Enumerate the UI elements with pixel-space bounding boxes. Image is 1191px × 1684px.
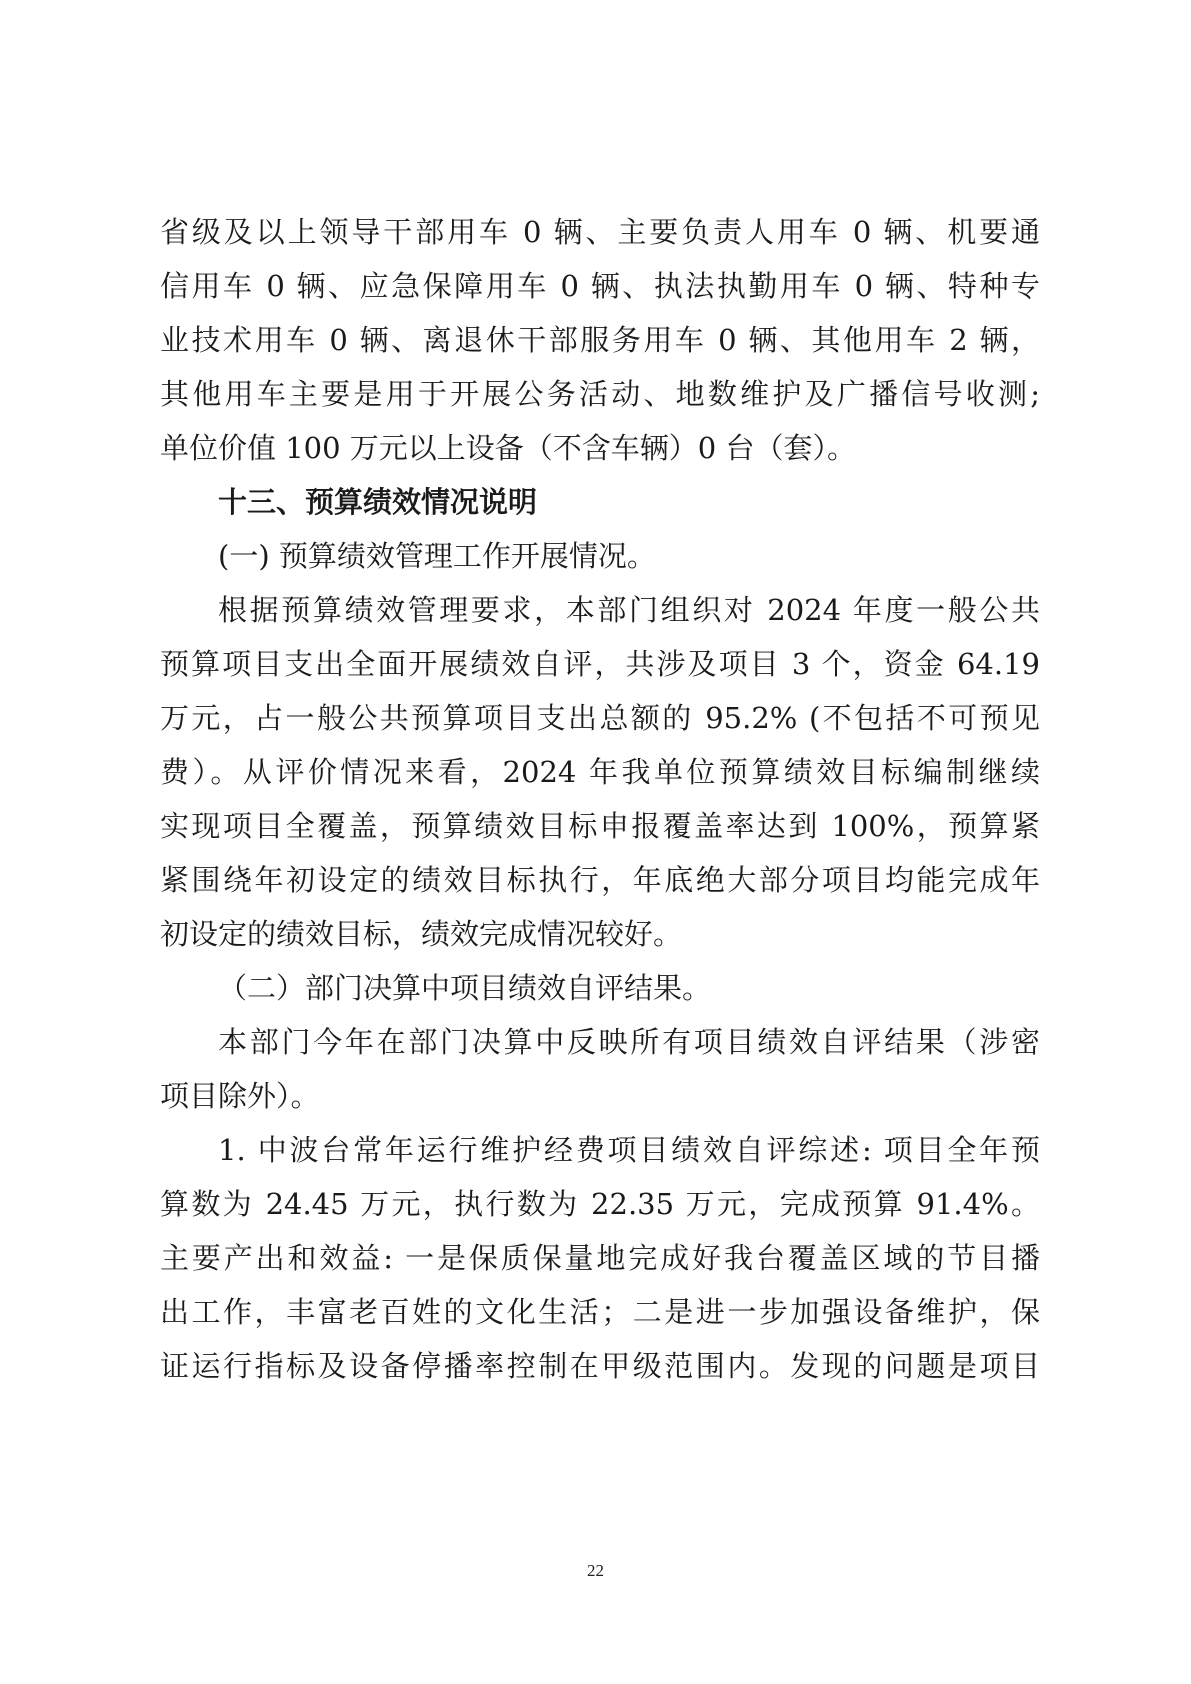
paragraph-line: 业技术用车 0 辆、离退休干部服务用车 0 辆、其他用车 2 辆， [160, 323, 1040, 357]
paragraph-line: 证运行指标及设备停播率控制在甲级范围内。发现的问题是项目 [160, 1349, 1040, 1383]
section-heading: 十三、预算绩效情况说明 [218, 485, 538, 519]
paragraph-line: 1. 中波台常年运行维护经费项目绩效自评综述: 项目全年预 [218, 1133, 1040, 1167]
paragraph-line: 根据预算绩效管理要求，本部门组织对 2024 年度一般公共 [218, 593, 1040, 627]
paragraph-line: 本部门今年在部门决算中反映所有项目绩效自评结果（涉密 [218, 1025, 1040, 1059]
paragraph-line: 信用车 0 辆、应急保障用车 0 辆、执法执勤用车 0 辆、特种专 [160, 269, 1040, 303]
subsection-title: （二）部门决算中项目绩效自评结果。 [218, 971, 712, 1005]
paragraph-line: 预算项目支出全面开展绩效自评，共涉及项目 3 个，资金 64.19 [160, 647, 1040, 681]
paragraph-line: 其他用车主要是用于开展公务活动、地数维护及广播信号收测; [160, 377, 1040, 411]
subsection-title: (一) 预算绩效管理工作开展情况。 [218, 539, 656, 573]
paragraph-line: 省级及以上领导干部用车 0 辆、主要负责人用车 0 辆、机要通 [160, 215, 1040, 249]
paragraph-line: 初设定的绩效目标，绩效完成情况较好。 [160, 917, 683, 951]
paragraph-line: 紧围绕年初设定的绩效目标执行，年底绝大部分项目均能完成年 [160, 863, 1040, 897]
paragraph-line: 单位价值 100 万元以上设备（不含车辆）0 台（套）。 [160, 431, 856, 465]
paragraph-line: 算数为 24.45 万元，执行数为 22.35 万元，完成预算 91.4%。 [160, 1187, 1040, 1221]
paragraph-line: 出工作，丰富老百姓的文化生活；二是进一步加强设备维护，保 [160, 1295, 1040, 1329]
paragraph-line: 实现项目全覆盖，预算绩效目标申报覆盖率达到 100%，预算紧 [160, 809, 1040, 843]
page-number: 22 [587, 1561, 604, 1580]
paragraph-line: 万元，占一般公共预算项目支出总额的 95.2% (不包括不可预见 [160, 701, 1040, 735]
paragraph-line: 主要产出和效益: 一是保质保量地完成好我台覆盖区域的节目播 [160, 1241, 1040, 1275]
paragraph-line: 费）。从评价情况来看，2024 年我单位预算绩效目标编制继续 [160, 755, 1040, 789]
paragraph-line: 项目除外）。 [160, 1079, 320, 1113]
